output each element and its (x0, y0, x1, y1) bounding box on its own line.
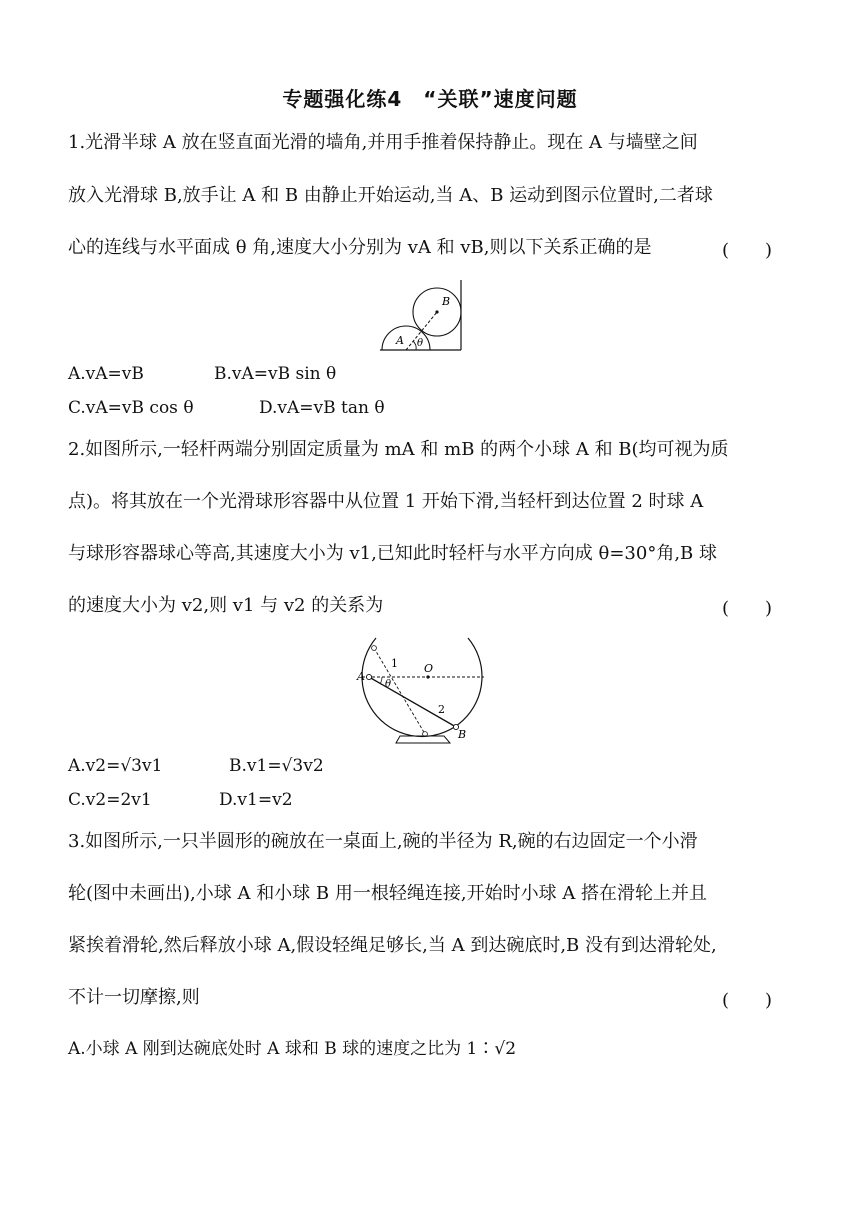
label-theta: θ (385, 679, 392, 690)
q1-text-line-1: 1.光滑半球 A 放在竖直面光滑的墙角,并用手推着保持静止。现在 A 与墙壁之间 (68, 132, 698, 153)
label-position-1: 1 (391, 657, 398, 670)
label-a: A (396, 334, 404, 347)
q2-text-line-1: 2.如图所示,一轻杆两端分别固定质量为 mA 和 mB 的两个小球 A 和 B(均可视为质 (68, 439, 729, 460)
q1-option-a: A.vA=vB (68, 364, 144, 384)
q2-text-line-2: 点)。将其放在一个光滑球形容器中从位置 1 开始下滑,当轻杆到达位置 2 时球 A (68, 491, 704, 512)
q2-option-b: B.v1=√3v2 (229, 756, 324, 776)
q3-text-line-3: 紧挨着滑轮,然后释放小球 A,假设轻绳足够长,当 A 到达碗底时,B 没有到达滑轮处, (68, 935, 717, 956)
q1-answer-bracket: ( ) (722, 240, 773, 261)
spherical-container (362, 638, 482, 737)
q2-option-a: A.v2=√3v1 (68, 756, 163, 776)
q2-answer-bracket: ( ) (722, 598, 773, 619)
center-dot-o (426, 675, 429, 678)
page-title: 专题强化练4 “关联”速度问题 (282, 87, 578, 111)
angle-arc (413, 341, 416, 350)
q1-figure (376, 278, 468, 354)
label-theta: θ (417, 338, 424, 349)
rod-position-2 (369, 677, 456, 727)
q2-option-d: D.v1=v2 (219, 790, 293, 810)
q3-text-line-1: 3.如图所示,一只半圆形的碗放在一桌面上,碗的半径为 R,碗的右边固定一个小滑 (68, 831, 698, 852)
label-b: B (458, 728, 467, 741)
q1-option-d: D.vA=vB tan θ (259, 398, 385, 418)
q2-text-line-3: 与球形容器球心等高,其速度大小为 v1,已知此时轻杆与水平方向成 θ=30°角,B 球 (68, 543, 717, 564)
q1-text-line-2: 放入光滑球 B,放手让 A 和 B 由静止开始运动,当 A、B 运动到图示位置时,二者球 (68, 185, 713, 206)
center-dot-b (435, 310, 438, 313)
theta-arc (380, 677, 382, 684)
ball-a (366, 674, 371, 679)
q1-text-line-3: 心的连线与水平面成 θ 角,速度大小分别为 vA 和 vB,则以下关系正确的是 (68, 237, 652, 258)
label-position-2: 2 (438, 703, 445, 716)
q3-text-line-2: 轮(图中未画出),小球 A 和小球 B 用一根轻绳连接,开始时小球 A 搭在滑轮上并且 (68, 883, 708, 904)
q2-figure (352, 636, 492, 746)
label-b: B (442, 295, 451, 308)
ball-a-position-1 (372, 646, 377, 651)
q2-text-line-4: 的速度大小为 v2,则 v1 与 v2 的关系为 (68, 595, 384, 616)
q3-option-a: A.小球 A 刚到达碗底处时 A 球和 B 球的速度之比为 1∶√2 (68, 1039, 517, 1059)
q1-option-b: B.vA=vB sin θ (214, 364, 337, 384)
label-a: A (357, 670, 365, 683)
q3-text-line-4: 不计一切摩擦,则 (68, 987, 200, 1008)
q1-option-c: C.vA=vB cos θ (68, 398, 194, 418)
q3-answer-bracket: ( ) (722, 990, 773, 1011)
q2-option-c: C.v2=2v1 (68, 790, 152, 810)
label-o: O (424, 662, 434, 675)
